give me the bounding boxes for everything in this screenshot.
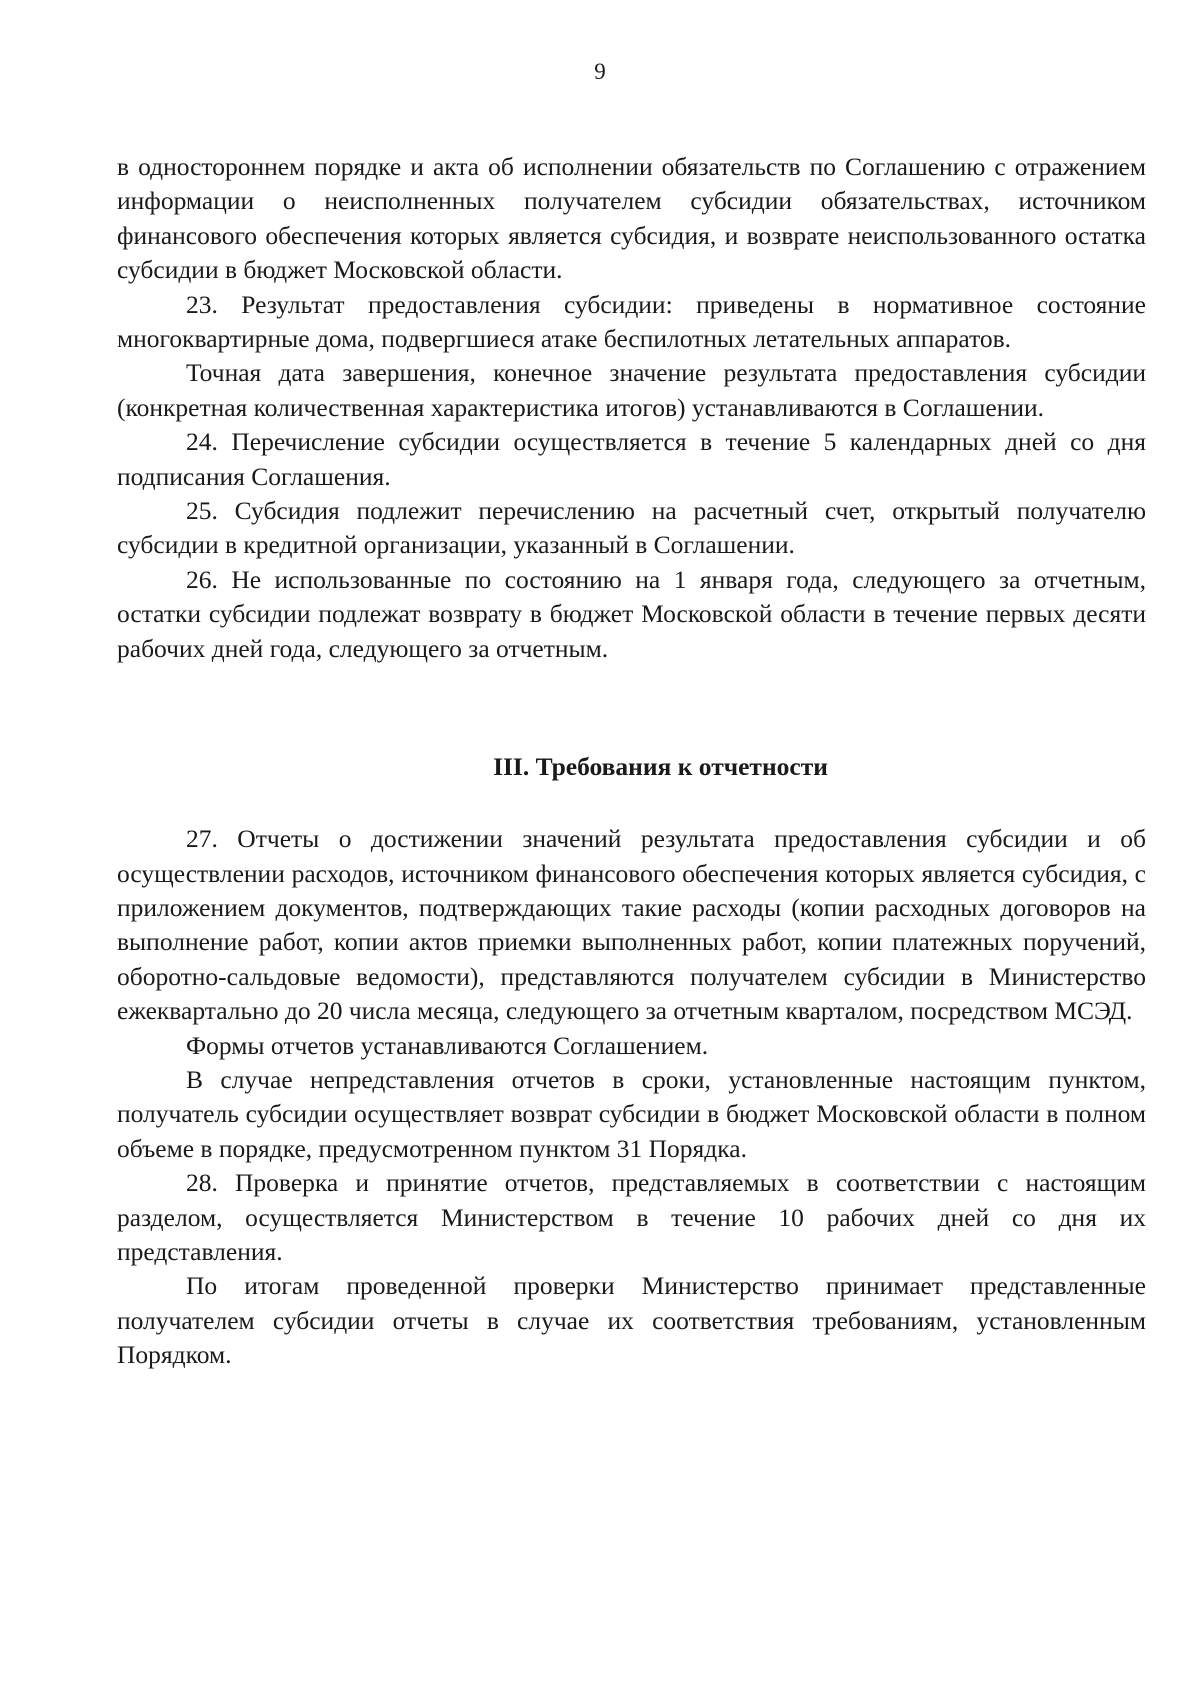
paragraph-27-forms: Формы отчетов устанавливаются Соглашением. [186, 1030, 709, 1060]
paragraph-25: 25. Субсидия подлежит перечислению на расчетный счет, открытый получателю субсидии в кредитной организации, указанный в Соглашении. [117, 496, 1146, 560]
section-heading: III. Требования к отчетности [493, 752, 828, 782]
paragraph-continuation: в одностороннем порядке и акта об исполнении обязательств по Соглашению с отражением информации о неисполненных получателем субсидии обязательствах, источником финансового обеспечения которых является субсидия, и возврате неиспользованного остатка субсидии в бюджет Московской области. [117, 152, 1146, 285]
document-body [117, 150, 1146, 1373]
paragraph-27: 27. Отчеты о достижении значений результата предоставления субсидии и об осуществлении расходов, источником финансового обеспечения которых является субсидия, с приложением документов, подтверждающих такие расходы (копии расходных договоров на выполнение работ, копии актов приемки выполненных работ, копии платежных поручений, оборотно-сальдовые ведомости), представляются получателем субсидии в Министерство ежеквартально до 20 числа месяца, следующего за отчетным кварталом, посредством МСЭД. [117, 824, 1146, 1026]
paragraph-24: 24. Перечисление субсидии осуществляется в течение 5 календарных дней со дня подписания Соглашения. [117, 427, 1146, 491]
spacer [117, 666, 1146, 750]
page-number: 9 [594, 59, 606, 84]
paragraph-28: 28. Проверка и принятие отчетов, представляемых в соответствии с настоящим разделом, осуществляется Министерством в течение 10 рабочих дней со дня их представления. [117, 1168, 1146, 1266]
paragraph-23-details: Точная дата завершения, конечное значение результата предоставления субсидии (конкретная количественная характеристика итогов) устанавливаются в Соглашении. [117, 358, 1146, 422]
paragraph-23: 23. Результат предоставления субсидии: приведены в нормативное состояние многоквартирные дома, подвергшиеся атаке беспилотных летательных аппаратов. [117, 289, 1146, 354]
paragraph-27-penalty: В случае непредставления отчетов в сроки, установленные настоящим пунктом, получатель субсидии осуществляет возврат субсидии в бюджет Московской области в полном объеме в порядке, предусмотренном пунктом 31 Порядка. [117, 1064, 1146, 1163]
spacer [117, 784, 1146, 822]
paragraph-26: 26. Не использованные по состоянию на 1 января года, следующего за отчетным, остатки субсидии подлежат возврату в бюджет Московской области в течение первых десяти рабочих дней года, следующего за отчетным. [117, 564, 1146, 663]
paragraph-28-result: По итогам проведенной проверки Министерство принимает представленные получателем субсидии отчеты в случае их соответствия требованиям, установленным Порядком. [117, 1271, 1146, 1370]
